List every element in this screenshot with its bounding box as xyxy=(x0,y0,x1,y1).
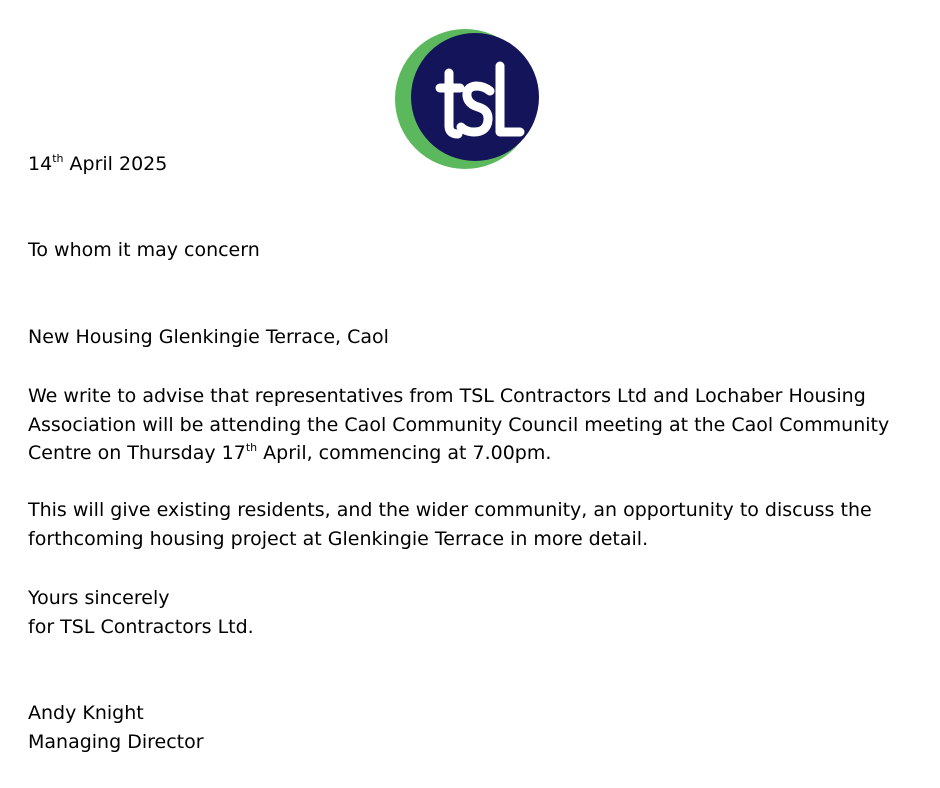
closing-line1: Yours sincerely xyxy=(28,587,170,609)
paragraph1-line3 xyxy=(28,439,928,468)
date-day: 14 xyxy=(28,153,53,175)
date-month-year: April 2025 xyxy=(63,153,168,175)
signatory xyxy=(28,699,928,756)
subject-line: New Housing Glenkingie Terrace, Caol xyxy=(28,326,389,348)
paragraph-meeting-notice xyxy=(28,382,928,468)
tsl-logo xyxy=(394,28,540,170)
paragraph1-line3-pre: Centre on Thursday 17 xyxy=(28,442,246,464)
signatory-title: Managing Director xyxy=(28,730,204,753)
logo-navy-disc xyxy=(411,33,539,161)
paragraph1-line3-post: April, commencing at 7.00pm. xyxy=(257,442,552,464)
paragraph1-line1: We write to advise that representatives from TSL Contractors Ltd and Lochaber Housing xyxy=(28,385,866,407)
letter-date xyxy=(28,150,167,178)
closing-line2: for TSL Contractors Ltd. xyxy=(28,615,254,638)
closing xyxy=(28,584,928,641)
paragraph-community-discussion xyxy=(28,496,928,553)
paragraph2-line2: forthcoming housing project at Glenkingie Terrace in more detail. xyxy=(28,527,649,550)
paragraph1-line3-sup: th xyxy=(245,440,258,454)
salutation: To whom it may concern xyxy=(28,239,260,261)
tsl-logo-graphic xyxy=(394,28,540,170)
date-suffix: th xyxy=(52,151,64,165)
signatory-name: Andy Knight xyxy=(28,702,144,724)
paragraph1-line2: Association will be attending the Caol Community Council meeting at the Caol Community xyxy=(28,413,890,436)
paragraph2-line1: This will give existing residents, and the wider community, an opportunity to discuss the xyxy=(28,499,872,521)
